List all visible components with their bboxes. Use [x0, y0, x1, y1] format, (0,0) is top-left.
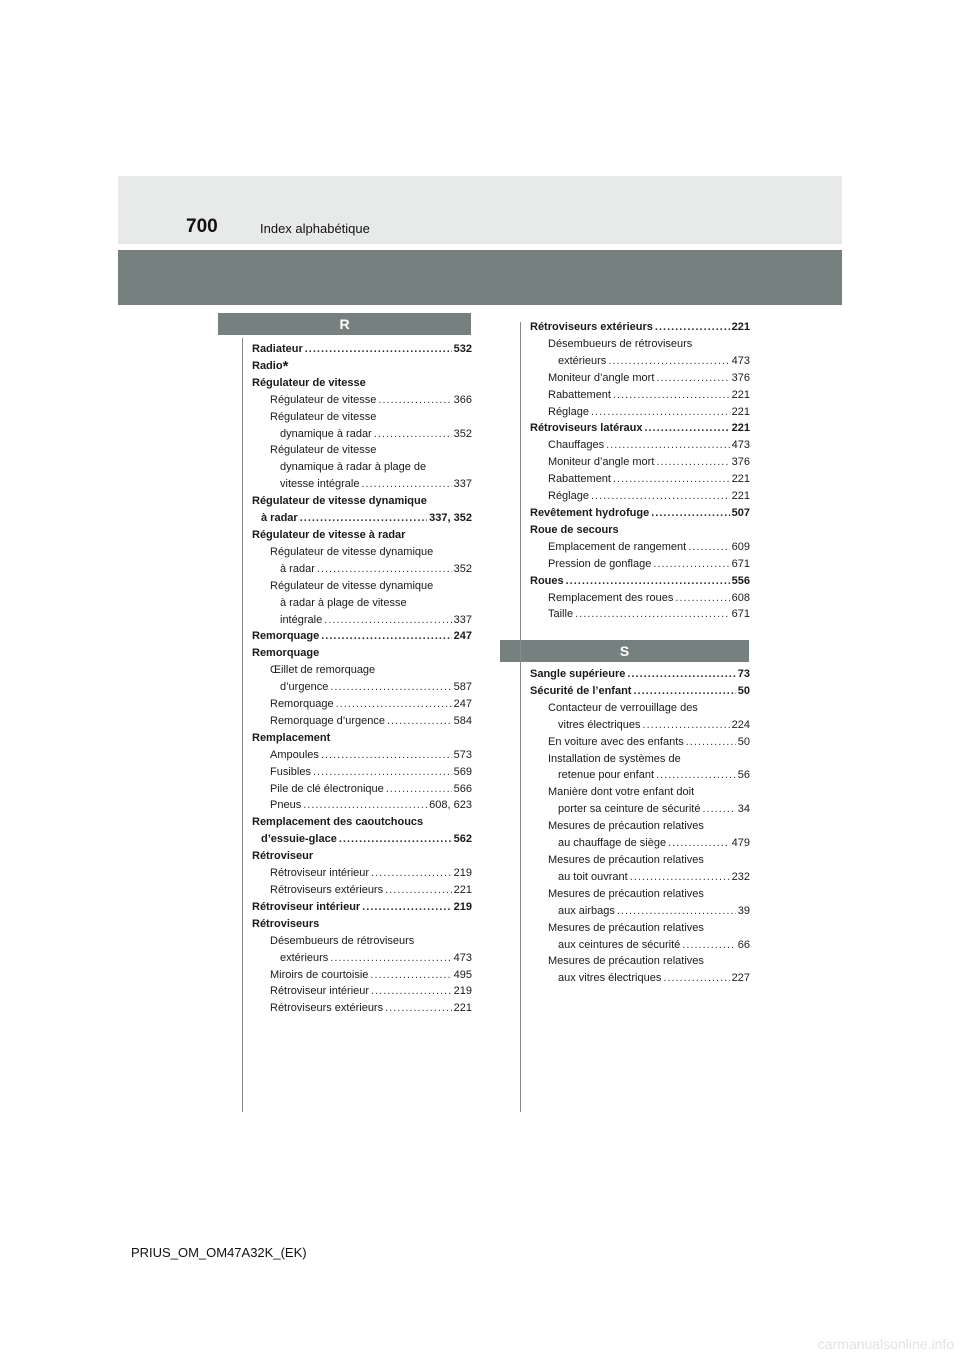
index-entry-page: 352 [453, 427, 472, 440]
index-entry-text: Pression de gonflage [548, 557, 652, 570]
index-entry-text: Mesures de précaution relatives [548, 820, 704, 833]
index-entry [252, 392, 472, 409]
index-entry-page: 224 [731, 718, 750, 731]
dot-leader [663, 970, 729, 987]
dot-leader [608, 353, 729, 370]
index-entry [252, 442, 472, 459]
index-entry [252, 409, 472, 426]
dot-leader [566, 573, 730, 590]
index-entry [530, 522, 750, 539]
dot-leader [321, 747, 452, 764]
index-entry-text: Miroirs de courtoisie [270, 968, 369, 981]
dot-leader [613, 387, 730, 404]
index-entry-text: Pile de clé électronique [270, 782, 384, 795]
dot-leader [387, 713, 452, 730]
index-entry [530, 767, 750, 784]
index-entry-page: 376 [731, 371, 750, 384]
dot-leader [385, 882, 452, 899]
index-entry-text: Contacteur de verrouillage des [548, 701, 698, 714]
index-entry [252, 882, 472, 899]
index-entry-page: 608 [731, 591, 750, 604]
index-entry-text: Remplacement [252, 731, 331, 744]
index-entry [252, 781, 472, 798]
index-entry-text: Installation de systèmes de [548, 752, 681, 765]
index-entry [530, 539, 750, 556]
index-entry-text: Rabattement [548, 388, 611, 401]
index-entry [530, 835, 750, 852]
dot-leader [655, 319, 730, 336]
index-entry [252, 476, 472, 493]
index-entry-text: Revêtement hydrofuge [530, 506, 650, 519]
dot-leader [339, 831, 452, 848]
index-entry-text: Moniteur d’angle mort [548, 371, 655, 384]
index-entry-text: Régulateur de vitesse [252, 376, 366, 389]
dot-leader [303, 797, 427, 814]
index-entry [530, 886, 750, 903]
index-column-right-s [530, 666, 750, 987]
dot-leader [300, 510, 427, 527]
index-entry [252, 933, 472, 950]
index-entry-text: d’essuie-glace [261, 833, 337, 846]
index-entry-text: Régulateur de vitesse dynamique [252, 495, 427, 508]
index-entry-page: 232 [731, 870, 750, 883]
index-entry-text: Rétroviseur [252, 850, 314, 863]
index-entry-page: 566 [453, 782, 472, 795]
index-entry-page: 221 [731, 388, 750, 401]
index-entry [252, 967, 472, 984]
index-entry-text: Sécurité de l’enfant [530, 684, 632, 697]
index-entry [530, 683, 750, 700]
index-entry-text: Rétroviseurs extérieurs [530, 321, 653, 333]
index-entry-text: Régulateur de vitesse dynamique [270, 545, 434, 558]
index-entry-text: aux airbags [558, 904, 615, 917]
index-entry [530, 920, 750, 937]
index-entry-text: Roues [530, 574, 564, 587]
dot-leader [371, 983, 452, 1000]
index-entry [252, 527, 472, 544]
dot-leader [575, 606, 730, 623]
index-entry-page: 219 [453, 985, 472, 998]
index-entry-page: 221 [731, 490, 750, 503]
index-entry-page: 337 [453, 478, 472, 491]
index-entry-text: Œillet de remorquage [270, 664, 376, 677]
dot-leader [371, 865, 452, 882]
index-entry-page: 34 [737, 803, 750, 816]
index-entry [530, 353, 750, 370]
index-entry-text: aux ceintures de sécurité [558, 938, 681, 951]
dot-leader [686, 734, 736, 751]
column-divider-right [520, 322, 521, 1112]
dot-leader [374, 426, 452, 443]
index-entry-text: extérieurs [558, 354, 607, 367]
index-entry-text: Désembueurs de rétroviseurs [270, 934, 415, 947]
index-entry [252, 544, 472, 561]
dot-leader [606, 437, 730, 454]
index-entry [252, 645, 472, 662]
index-entry-page: 609 [731, 540, 750, 553]
index-entry [530, 903, 750, 920]
index-entry [252, 848, 472, 865]
index-entry-page: 56 [737, 769, 750, 782]
index-entry-page: 473 [731, 354, 750, 367]
page-title: Index alphabétique [260, 221, 370, 236]
dot-leader [630, 869, 730, 886]
index-entry-text: Mesures de précaution relatives [548, 955, 704, 968]
dot-leader [591, 488, 730, 505]
index-entry-text: Rabattement [548, 473, 611, 486]
index-entry: Radio * [252, 357, 289, 375]
index-column-left [252, 341, 472, 1017]
index-entry [252, 916, 472, 933]
dot-leader [617, 903, 736, 920]
index-entry [530, 370, 750, 387]
index-entry [252, 578, 472, 595]
index-entry [530, 420, 750, 437]
index-entry-text: vitres électriques [558, 718, 641, 731]
index-entry [530, 801, 750, 818]
index-entry-page: 39 [737, 904, 750, 917]
dot-leader [324, 612, 451, 629]
watermark: carmanualsonline.info [817, 1336, 954, 1352]
index-entry [530, 734, 750, 751]
index-entry-page: 221 [731, 405, 750, 418]
index-entry [530, 590, 750, 607]
index-entry-text: retenue pour enfant [558, 769, 655, 782]
page-number: 700 [186, 216, 218, 237]
index-entry-text: porter sa ceinture de sécurité [558, 803, 701, 816]
index-entry [252, 426, 472, 443]
index-entry [530, 784, 750, 801]
index-entry-text: au chauffage de siège [558, 837, 667, 850]
index-entry [530, 556, 750, 573]
index-entry-text: Régulateur de vitesse [270, 410, 377, 423]
document-code: PRIUS_OM_OM47A32K_(EK) [131, 1245, 307, 1260]
index-entry-page: 587 [453, 681, 472, 694]
dot-leader [651, 505, 729, 522]
index-entry-text: Régulateur de vitesse à radar [252, 528, 406, 541]
index-entry [530, 606, 750, 623]
index-entry [252, 459, 472, 476]
index-entry-page: 473 [453, 951, 472, 964]
index-entry-text: Pneus [270, 799, 302, 812]
index-entry-text: au toit ouvrant [558, 870, 628, 883]
dot-leader [633, 683, 735, 700]
index-entry [530, 717, 750, 734]
index-entry-text: Rétroviseur intérieur [252, 900, 361, 913]
index-entry-text: Mesures de précaution relatives [548, 887, 704, 900]
index-entry-page: 608, 623 [429, 799, 472, 812]
index-entry-text: à radar [280, 562, 315, 575]
index-entry-text: Emplacement de rangement [548, 540, 687, 553]
index-entry-page: 569 [453, 765, 472, 778]
section-header-s: S [500, 640, 749, 662]
index-entry-page: 66 [737, 938, 750, 951]
index-entry-page: 73 [737, 668, 750, 680]
dot-leader [370, 967, 451, 984]
index-entry [530, 488, 750, 505]
dot-leader [330, 679, 451, 696]
index-entry [530, 970, 750, 987]
index-entry-text: Remplacement des caoutchoucs [252, 816, 424, 829]
index-entry-text: En voiture avec des enfants [548, 735, 684, 748]
index-entry-text: Réglage [548, 405, 589, 418]
index-entry-text: Manière dont votre enfant doit [548, 786, 695, 799]
dot-leader [336, 696, 452, 713]
column-divider-left [242, 338, 243, 1112]
index-entry-page: 507 [731, 506, 750, 519]
index-entry [252, 983, 472, 1000]
index-entry [252, 950, 472, 967]
index-entry [530, 751, 750, 768]
dot-leader [591, 404, 730, 421]
dot-leader [317, 561, 452, 578]
index-entry-page: 337, 352 [429, 512, 472, 525]
dot-leader [653, 556, 729, 573]
index-entry-page: 495 [453, 968, 472, 981]
index-entry [252, 679, 472, 696]
index-entry-text: Réglage [548, 490, 589, 503]
dot-leader [645, 420, 730, 437]
index-entry-page: 247 [453, 698, 472, 711]
index-entry-text: Rétroviseur intérieur [270, 867, 370, 880]
index-entry-page: 50 [737, 735, 750, 748]
index-entry-page: 227 [731, 972, 750, 985]
index-entry [530, 818, 750, 835]
dot-leader [362, 476, 452, 493]
index-entry-text: Remorquage [252, 630, 320, 643]
dot-leader [643, 717, 730, 734]
index-entry [252, 561, 472, 578]
index-entry-text: Roue de secours [530, 523, 619, 536]
index-entry [252, 747, 472, 764]
index-entry [252, 662, 472, 679]
index-entry-text: Radio [252, 359, 283, 372]
index-entry-page: 376 [731, 456, 750, 469]
index-entry-page: 337 [453, 613, 472, 626]
header-top-band [118, 176, 842, 244]
dot-leader [386, 781, 452, 798]
index-entry [530, 387, 750, 404]
index-entry [530, 700, 750, 717]
index-entry-page: 532 [453, 343, 472, 355]
index-entry-text: Rétroviseurs extérieurs [270, 884, 384, 896]
index-entry-text: intégrale [280, 613, 323, 626]
index-entry-text: Rétroviseurs [252, 917, 320, 930]
index-entry-page: 366 [453, 393, 472, 406]
dot-leader [688, 539, 729, 556]
index-entry [252, 797, 472, 814]
index-entry-page: 221 [453, 1002, 472, 1015]
index-entry [530, 471, 750, 488]
index-entry [530, 404, 750, 421]
header-dark-band [118, 250, 842, 305]
index-entry-text: Régulateur de vitesse [270, 393, 377, 406]
index-entry-text: Ampoules [270, 748, 319, 761]
index-entry-text: Fusibles [270, 765, 311, 778]
index-entry-page: 247 [453, 630, 472, 643]
index-entry-page: 219 [453, 867, 472, 880]
index-entry [252, 814, 472, 831]
index-entry [252, 899, 472, 916]
index-entry-page: 473 [731, 439, 750, 452]
index-entry-text: Régulateur de vitesse [270, 444, 377, 457]
index-entry [252, 595, 472, 612]
index-entry-page: 352 [453, 562, 472, 575]
index-entry-text: Rétroviseurs latéraux [530, 422, 643, 435]
index-entry [530, 336, 750, 353]
index-entry-text: dynamique à radar [280, 427, 372, 440]
dot-leader [385, 1000, 452, 1017]
index-entry [530, 573, 750, 590]
index-entry-text: Radiateur [252, 343, 303, 355]
index-entry [252, 493, 472, 510]
index-entry [530, 319, 750, 336]
index-entry [530, 852, 750, 869]
index-entry-text: à radar à plage de vitesse [280, 596, 407, 609]
index-entry-page: 221 [731, 422, 750, 435]
index-column-right-r [530, 319, 750, 623]
index-entry-page: 671 [731, 608, 750, 621]
index-entry [530, 454, 750, 471]
index-entry-text: Sangle supérieure [530, 668, 626, 680]
dot-leader [627, 666, 735, 683]
index-entry-text: vitesse intégrale [280, 478, 360, 491]
index-entry [252, 375, 472, 392]
dot-leader [656, 454, 729, 471]
index-entry-page: 221 [731, 473, 750, 486]
index-entry-page: 671 [731, 557, 750, 570]
dot-leader [668, 835, 730, 852]
index-entry-text: aux vitres électriques [558, 972, 662, 985]
index-entry-page: 221 [453, 884, 472, 896]
index-entry-page: 562 [453, 833, 472, 846]
index-entry-text: d’urgence [280, 681, 329, 694]
index-entry-page: 584 [453, 714, 472, 727]
index-entry [530, 937, 750, 954]
index-entry [252, 628, 472, 645]
index-entry [252, 831, 472, 848]
index-entry-page: 556 [731, 574, 750, 587]
index-entry-text: Remorquage d’urgence [270, 714, 385, 727]
index-entry-text: Mesures de précaution relatives [548, 853, 704, 866]
index-entry-text: Rétroviseur intérieur [270, 985, 370, 998]
index-entry-text: Taille [548, 608, 574, 621]
index-entry [252, 612, 472, 629]
index-entry-text: Désembueurs de rétroviseurs [548, 337, 693, 350]
index-entry-text: Remorquage [270, 698, 334, 711]
index-entry [252, 764, 472, 781]
index-entry [252, 730, 472, 747]
dot-leader [330, 950, 451, 967]
index-entry-text: Mesures de précaution relatives [548, 921, 704, 934]
dot-leader [362, 899, 451, 916]
index-entry [252, 865, 472, 882]
section-header-r: R [218, 313, 471, 335]
index-entry [252, 510, 472, 527]
index-entry [530, 953, 750, 970]
dot-leader [378, 392, 451, 409]
index-entry-text: dynamique à radar à plage de [280, 461, 427, 474]
index-entry [252, 713, 472, 730]
dot-leader [682, 937, 735, 954]
dot-leader [656, 767, 736, 784]
index-entry-text: Remorquage [252, 647, 320, 660]
index-entry [530, 505, 750, 522]
index-entry [252, 341, 472, 358]
dot-leader [613, 471, 730, 488]
index-entry-page: 221 [731, 321, 750, 333]
dot-leader [656, 370, 729, 387]
index-entry-text: Chauffages [548, 439, 605, 452]
dot-leader [305, 341, 452, 358]
index-entry-page: 50 [737, 684, 750, 697]
index-entry-text: Rétroviseurs extérieurs [270, 1002, 384, 1015]
index-entry [252, 1000, 472, 1017]
index-entry [530, 437, 750, 454]
index-entry-text: Moniteur d’angle mort [548, 456, 655, 469]
index-entry [252, 696, 472, 713]
index-entry-text: à radar [261, 512, 298, 525]
dot-leader [675, 590, 729, 607]
index-entry [530, 869, 750, 886]
dot-leader [702, 801, 735, 818]
dot-leader [321, 628, 451, 645]
index-entry-text: extérieurs [280, 951, 329, 964]
index-entry [530, 666, 750, 683]
dot-leader [313, 764, 452, 781]
index-entry-text: Remplacement des roues [548, 591, 674, 604]
index-entry-page: 573 [453, 748, 472, 761]
index-entry-page: 219 [453, 900, 472, 913]
index-entry-text: Régulateur de vitesse dynamique [270, 579, 434, 592]
index-entry-page: 479 [731, 837, 750, 850]
